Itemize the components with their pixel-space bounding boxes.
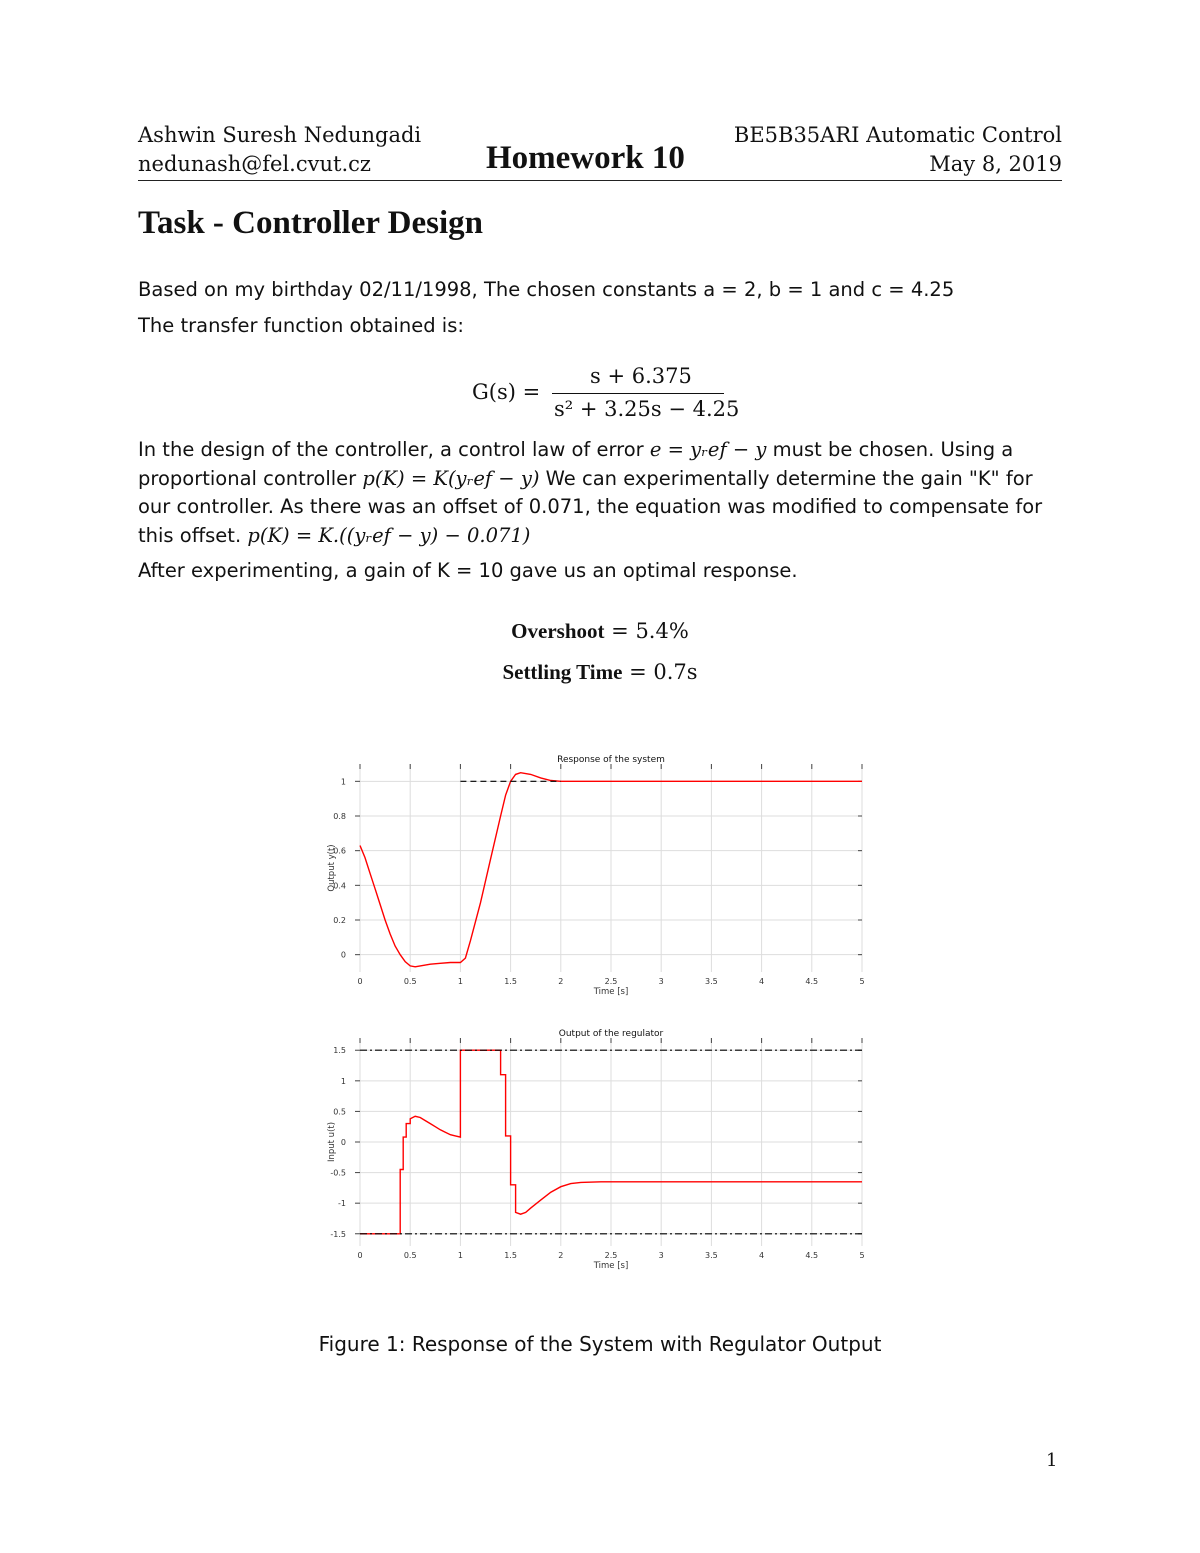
y-tick-label: 0.5	[333, 1107, 346, 1117]
x-tick-label: 4	[759, 977, 765, 986]
x-tick-label: 4	[759, 1251, 765, 1260]
inline-equation-controller: p(K) = K(yᵣef − y)	[362, 466, 540, 490]
text-segment: must be chosen. Using a proportional controller	[138, 438, 1014, 490]
x-axis-label: Time [s]	[593, 1261, 629, 1271]
equation-numerator: s + 6.375	[590, 364, 692, 388]
paragraph-constants: Based on my birthday 02/11/1998, The chosen constants a = 2, b = 1 and c = 4.25	[138, 278, 955, 301]
x-tick-label: 3	[658, 1251, 664, 1260]
x-tick-label: 2.5	[604, 977, 618, 986]
x-tick-label: 4.5	[805, 1251, 819, 1260]
settling-time-value: = 0.7s	[622, 660, 698, 684]
x-tick-label: 0.5	[403, 977, 417, 986]
y-tick-label: 0.8	[333, 812, 346, 821]
document-title: Homework 10	[486, 140, 685, 176]
overshoot-value: = 5.4%	[604, 619, 689, 643]
y-tick-label: -1.5	[330, 1229, 346, 1239]
overshoot-result	[0, 619, 1200, 644]
author-email: nedunash@fel.cvut.cz	[138, 152, 371, 176]
x-tick-label: 0	[357, 1251, 363, 1260]
x-tick-label: 2	[558, 1251, 564, 1260]
y-tick-label: 0.2	[333, 916, 346, 925]
settling-time-label: Settling Time	[502, 660, 623, 684]
x-tick-label: 3.5	[705, 977, 718, 986]
chart-title: Response of the system	[557, 755, 665, 765]
course-name: BE5B35ARI Automatic Control	[733, 123, 1062, 147]
x-axis-label: Time [s]	[593, 987, 629, 997]
y-tick-label: -0.5	[330, 1168, 346, 1178]
x-tick-label: 1	[457, 977, 463, 986]
y-tick-label: 0	[340, 950, 346, 960]
x-tick-label: 0.5	[403, 1251, 417, 1260]
x-tick-label: 1.5	[504, 1251, 517, 1260]
inline-equation-error: e = yᵣef − y	[649, 438, 767, 461]
x-tick-label: 4.5	[805, 977, 819, 986]
x-tick-label: 0	[357, 977, 363, 986]
page-number: 1	[1046, 1450, 1058, 1471]
x-tick-label: 5	[859, 977, 865, 986]
x-tick-label: 2.5	[604, 1251, 618, 1260]
paragraph-controller-design	[138, 436, 1062, 551]
header-rule	[138, 180, 1062, 181]
equation-lhs: G(s) =	[472, 380, 541, 404]
text-segment: We can experimentally determine the gain "K" for our controller. As there was an offset of 0.071, the equation was modified to compensate for this offset.	[138, 466, 1043, 548]
x-tick-label: 3.5	[705, 1251, 718, 1260]
y-tick-label: 1	[340, 777, 346, 787]
paragraph-gain: After experimenting, a gain of K = 10 gave us an optimal response.	[138, 559, 798, 582]
inline-equation-offset: p(K) = K.((yᵣef − y) − 0.071)	[247, 524, 531, 548]
y-axis-label: Output y(t)	[327, 844, 337, 892]
y-tick-label: 0.6	[333, 846, 346, 856]
overshoot-label: Overshoot	[511, 619, 605, 643]
x-tick-label: 3	[658, 977, 664, 986]
y-tick-label: 1.5	[333, 1046, 346, 1056]
chart-title: Output of the regulator	[558, 1029, 664, 1039]
y-tick-label: -1	[338, 1199, 346, 1209]
regulator-chart	[300, 1022, 900, 1272]
author-name: Ashwin Suresh Nedungadi	[138, 123, 422, 147]
y-axis-label: Input u(t)	[327, 1121, 337, 1163]
document-date: May 8, 2019	[929, 152, 1062, 176]
y-tick-label: 0	[340, 1138, 346, 1147]
x-tick-label: 1.5	[504, 977, 517, 986]
equation-denominator: s² + 3.25s − 4.25	[554, 397, 740, 421]
y-tick-label: 0.4	[333, 881, 346, 891]
paragraph-transfer-intro: The transfer function obtained is:	[138, 314, 464, 337]
x-tick-label: 1	[457, 1251, 463, 1260]
y-tick-label: 1	[340, 1076, 346, 1086]
fraction-line	[552, 393, 724, 394]
figure-caption: Figure 1: Response of the System with Regulator Output	[318, 1332, 882, 1356]
x-tick-label: 5	[859, 1251, 865, 1260]
text-segment: In the design of the controller, a control law of error	[138, 438, 650, 461]
response-chart	[300, 748, 900, 998]
section-title: Task - Controller Design	[138, 205, 484, 241]
settling-time-result	[0, 660, 1200, 685]
x-tick-label: 2	[558, 977, 564, 986]
